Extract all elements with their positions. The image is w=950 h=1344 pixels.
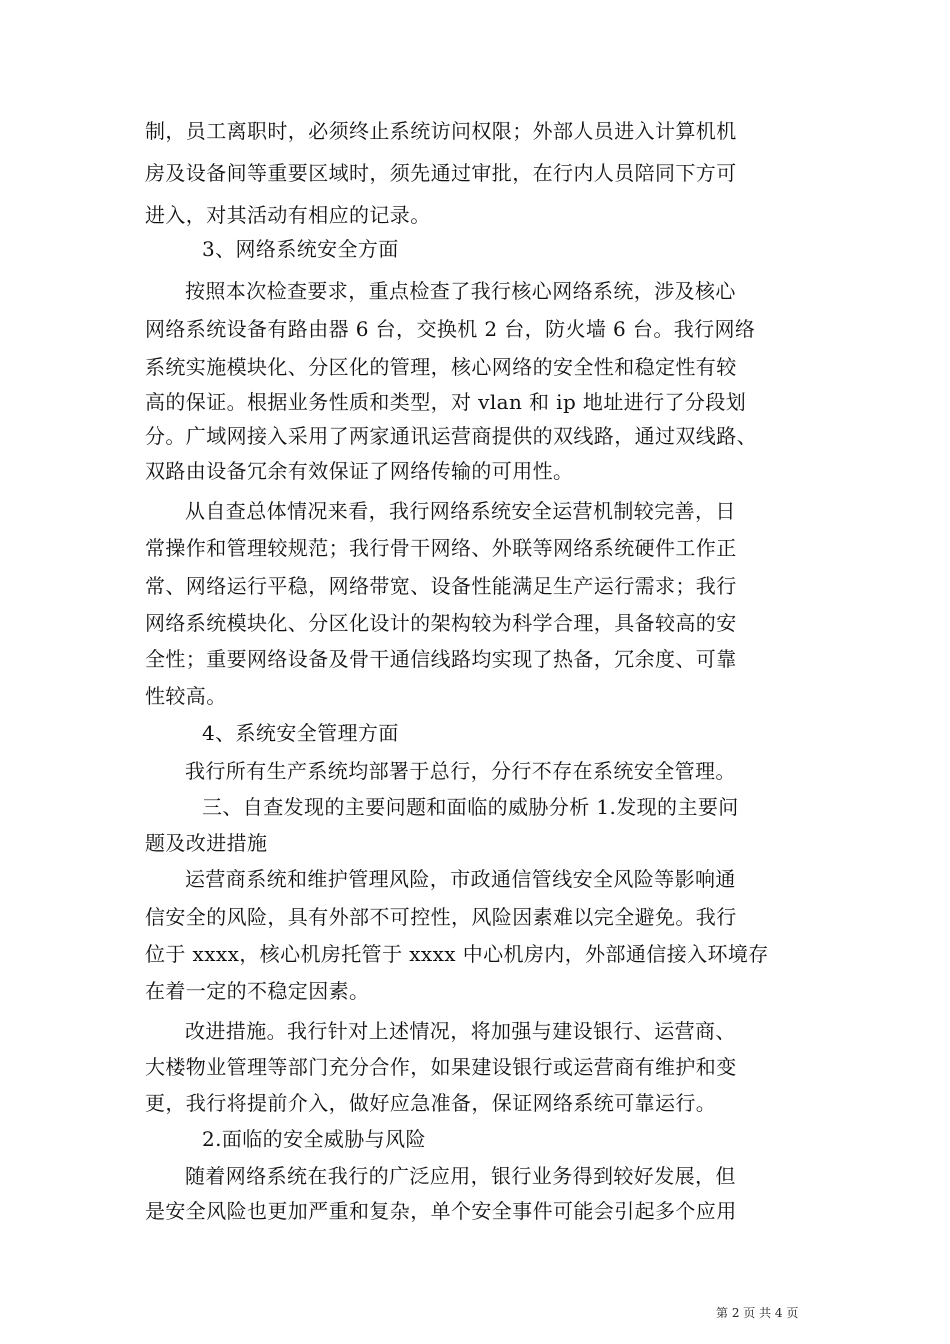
- text-line: 网络系统模块化、分区化设计的架构较为科学合理，具备较高的安: [145, 611, 737, 635]
- text-line: 运营商系统和维护管理风险，市政通信管线安全风险等影响通: [185, 867, 736, 891]
- text-line: 大楼物业管理等部门充分合作，如果建设银行或运营商有维护和变: [145, 1055, 737, 1079]
- text-line: 题及改进措施: [145, 831, 268, 855]
- text-line: 高的保证。根据业务性质和类型，对 vlan 和 ip 地址进行了分段划: [145, 390, 747, 414]
- text-line: 是安全风险也更加严重和复杂，单个安全事件可能会引起多个应用: [145, 1199, 737, 1223]
- page-number: 第 2 页 共 4 页: [716, 1306, 799, 1320]
- section-heading: 2.面临的安全威胁与风险: [202, 1127, 426, 1151]
- section-heading: 4、系统安全管理方面: [202, 721, 399, 745]
- text-line: 网络系统设备有路由器 6 台，交换机 2 台，防火墙 6 台。我行网络: [145, 317, 756, 341]
- text-line: 随着网络系统在我行的广泛应用，银行业务得到较好发展，但: [185, 1164, 736, 1188]
- text-line: 改进措施。我行针对上述情况，将加强与建设银行、运营商、: [185, 1019, 736, 1043]
- text-line: 按照本次检查要求，重点检查了我行核心网络系统，涉及核心: [185, 279, 736, 303]
- text-line: 我行所有生产系统均部署于总行，分行不存在系统安全管理。: [185, 759, 736, 783]
- text-line: 制，员工离职时，必须终止系统访问权限；外部人员进入计算机机: [145, 119, 737, 143]
- text-line: 房及设备间等重要区域时，须先通过审批，在行内人员陪同下方可: [145, 161, 737, 185]
- text-line: 位于 xxxx，核心机房托管于 xxxx 中心机房内，外部通信接入环境存: [145, 942, 769, 966]
- section-heading: 三、自查发现的主要问题和面临的威胁分析 1.发现的主要问: [202, 795, 739, 819]
- text-line: 在着一定的不稳定因素。: [145, 979, 370, 1003]
- text-line: 全性；重要网络设备及骨干通信线路均实现了热备，冗余度、可靠: [145, 647, 737, 671]
- text-line: 信安全的风险，具有外部不可控性，风险因素难以完全避免。我行: [145, 905, 737, 929]
- text-line: 系统实施模块化、分区化的管理，核心网络的安全性和稳定性有较: [145, 355, 737, 379]
- text-line: 常、网络运行平稳，网络带宽、设备性能满足生产运行需求；我行: [145, 574, 737, 598]
- text-line: 性较高。: [145, 684, 227, 708]
- section-heading: 3、网络系统安全方面: [202, 237, 399, 261]
- text-line: 常操作和管理较规范；我行骨干网络、外联等网络系统硬件工作正: [145, 536, 737, 560]
- text-line: 从自查总体情况来看，我行网络系统安全运营机制较完善，日: [185, 499, 736, 523]
- text-line: 更，我行将提前介入，做好应急准备，保证网络系统可靠运行。: [145, 1091, 717, 1115]
- text-line: 分。广域网接入采用了两家通讯运营商提供的双线路，通过双线路、: [145, 424, 757, 448]
- text-line: 进入，对其活动有相应的记录。: [145, 203, 431, 227]
- text-line: 双路由设备冗余有效保证了网络传输的可用性。: [145, 459, 574, 483]
